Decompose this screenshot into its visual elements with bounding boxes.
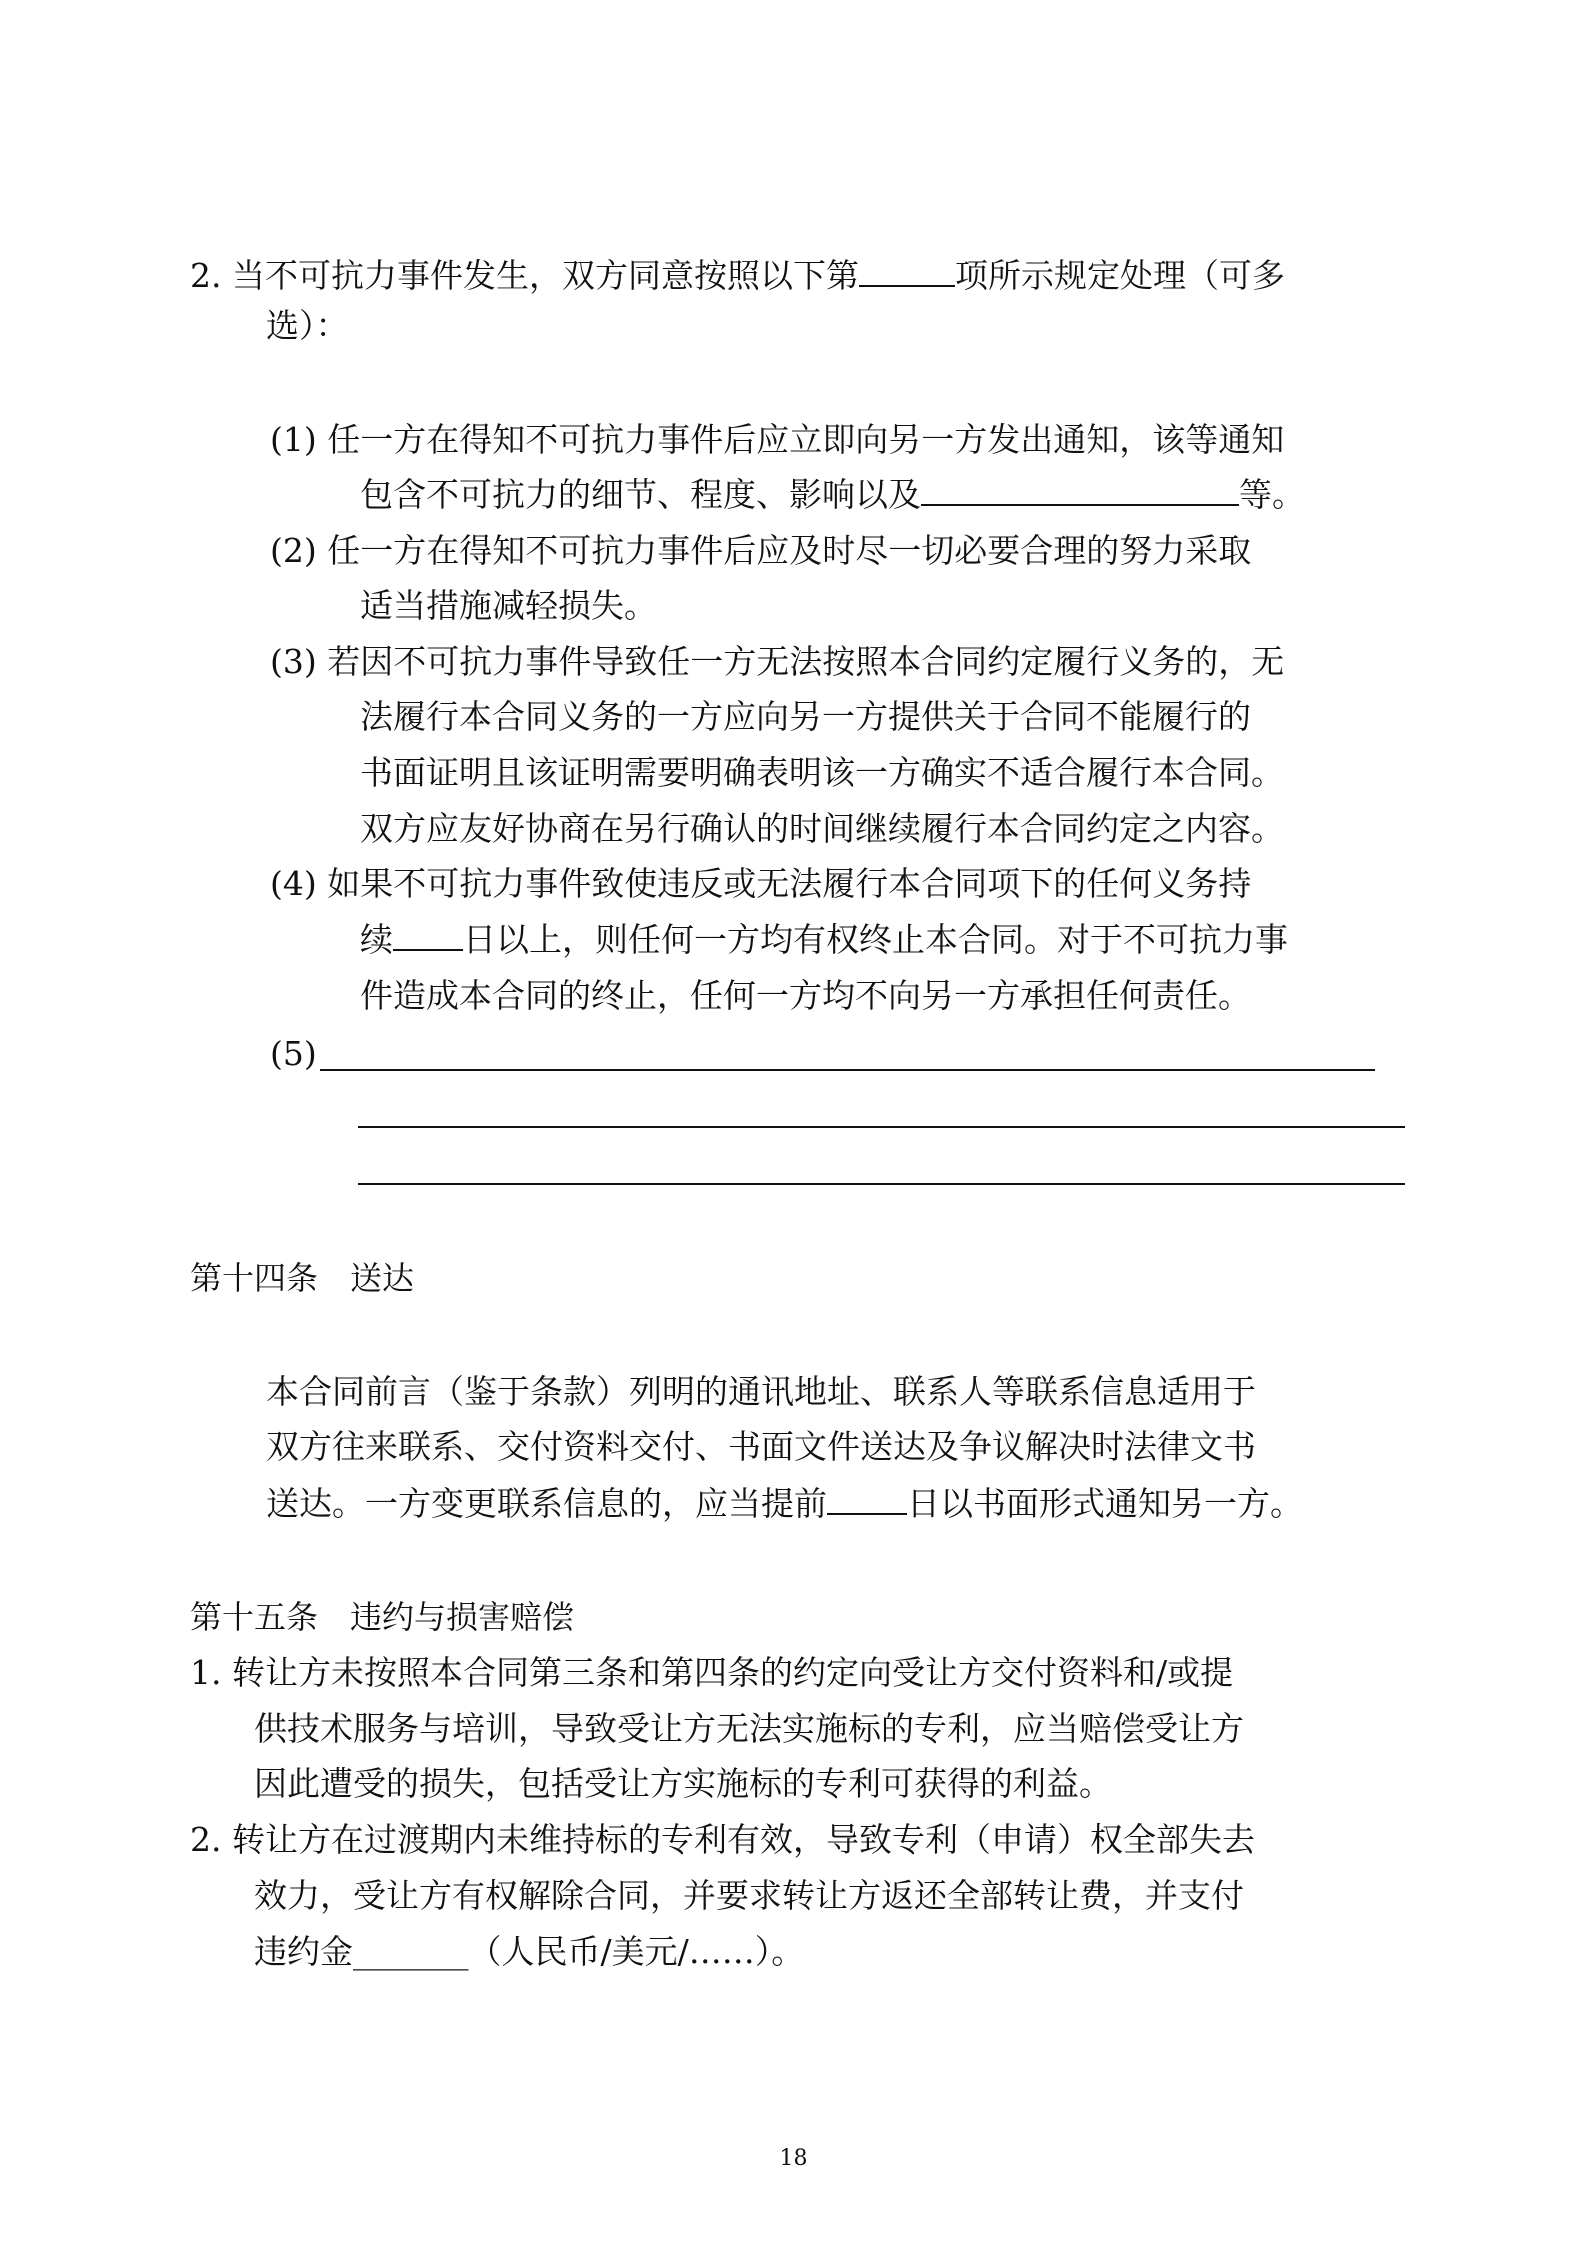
clause14-days-blank: [827, 1485, 907, 1515]
option1-line1: (1) 任一方在得知不可抗力事件后应立即向另一方发出通知，该等通知: [270, 420, 1285, 459]
option-number-blank: [859, 257, 955, 287]
option3-line2: 法履行本合同义务的一方应向另一方提供关于合同不能履行的: [360, 697, 1251, 736]
clause13-item2-line2: 选）：: [266, 306, 349, 345]
clause14-line1: 本合同前言（鉴于条款）列明的通讯地址、联系人等联系信息适用于: [266, 1372, 1256, 1411]
option3-line3: 书面证明且该证明需要明确表明该一方确实不适合履行本合同。: [360, 753, 1284, 792]
option4-line2-text-b: 日以上，则任何一方均有权终止本合同。对于不可抗力事: [463, 920, 1288, 959]
clause15-item1-line2: 供技术服务与培训，导致受让方无法实施标的专利，应当赔偿受让方: [254, 1709, 1244, 1748]
option5-rule-1: [320, 1069, 1375, 1071]
clause15-item2-line3: 违约金_______（人民币/美元/……）。: [254, 1932, 805, 1971]
option4-line3: 件造成本合同的终止，任何一方均不向另一方承担任何责任。: [360, 976, 1251, 1015]
option4-line2: [360, 920, 1288, 960]
clause14-line3: [266, 1484, 1303, 1524]
clause14-line2: 双方往来联系、交付资料交付、书面文件送达及争议解决时法律文书: [266, 1427, 1256, 1466]
option4-line2-text-a: 续: [360, 920, 393, 959]
clause15-heading: 第十五条 违约与损害赔偿: [190, 1598, 575, 1636]
option2-line1: (2) 任一方在得知不可抗力事件后应及时尽一切必要合理的努力采取: [270, 531, 1252, 570]
clause13-item2-text-b: 项所示规定处理（可多: [954, 256, 1285, 295]
clause15-item1-line3: 因此遭受的损失，包括受让方实施标的专利可获得的利益。: [254, 1764, 1112, 1803]
clause14-line3-text-a: 送达。一方变更联系信息的，应当提前: [266, 1484, 827, 1523]
clause13-item2-text-a: 2. 当不可抗力事件发生，双方同意按照以下第: [190, 256, 859, 295]
page-number: 18: [779, 2146, 808, 2171]
option1-blank: [921, 476, 1239, 506]
clause15-item2-line2: 效力，受让方有权解除合同，并要求转让方返还全部转让费，并支付: [254, 1876, 1244, 1915]
option1-line2-text-a: 包含不可抗力的细节、程度、影响以及: [360, 475, 921, 514]
option1-line2: [360, 475, 1305, 515]
clause13-item2-line1: [190, 256, 1285, 296]
option3-line4: 双方应友好协商在另行确认的时间继续履行本合同约定之内容。: [360, 809, 1284, 848]
option4-line1: (4) 如果不可抗力事件致使违反或无法履行本合同项下的任何义务持: [270, 864, 1252, 903]
clause15-item1-line1: 1. 转让方未按照本合同第三条和第四条的约定向受让方交付资料和/或提: [190, 1653, 1234, 1692]
option3-line1: (3) 若因不可抗力事件导致任一方无法按照本合同约定履行义务的，无: [270, 642, 1285, 681]
option5-rule-2: [358, 1126, 1405, 1128]
option5-label: (5): [270, 1034, 317, 1073]
option1-line2-text-b: 等。: [1239, 475, 1305, 514]
option2-line2: 适当措施减轻损失。: [360, 586, 657, 625]
option4-days-blank: [393, 921, 463, 951]
clause14-heading: 第十四条 送达: [190, 1259, 415, 1297]
clause14-line3-text-b: 日以书面形式通知另一方。: [907, 1484, 1303, 1523]
option5-rule-3: [358, 1183, 1405, 1185]
clause15-item2-line1: 2. 转让方在过渡期内未维持标的专利有效，导致专利（申请）权全部失去: [190, 1820, 1255, 1859]
